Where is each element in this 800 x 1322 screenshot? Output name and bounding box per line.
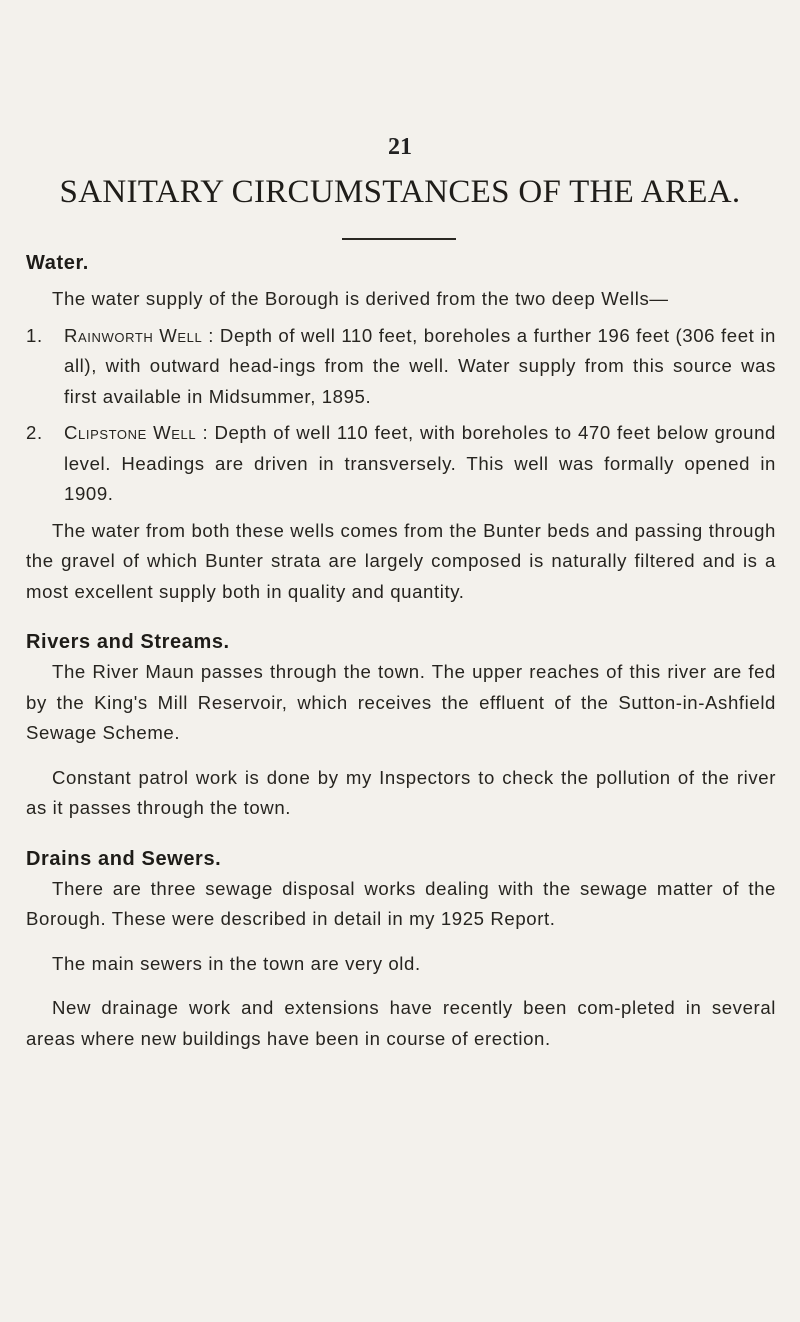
section-heading-rivers: Rivers and Streams. [26, 631, 230, 653]
list-item-rainworth-well [26, 321, 776, 413]
water-intro-paragraph: The water supply of the Borough is derived from the two deep Wells— [52, 288, 669, 309]
list-item-body [64, 418, 776, 510]
list-item-number: 1. [26, 324, 43, 346]
well-description: Depth of well 110 feet, boreholes a further 196 feet (306 feet in all), with outward head-ings from the well. Water supply from this source was first available in Midsummer, 1895. [64, 324, 776, 407]
section-heading-drains: Drains and Sewers. [26, 847, 222, 870]
document-body [26, 248, 776, 1054]
well-description: Depth of well 110 feet, with boreholes to 470 feet below ground level. Headings are driven in transversely. This well was formally opened in 1909. [64, 422, 776, 504]
page-number: 21 [388, 134, 412, 160]
well-name: Rainworth Well : [64, 324, 215, 346]
list-item-number: 2. [26, 422, 43, 443]
water-closing-paragraph: The water from both these wells comes from the Bunter beds and passing through the gravel of which Bunter strata are largely composed is naturally filtered and is a most excellent supply both in quality and quantity. [26, 519, 776, 602]
rivers-paragraph: The River Maun passes through the town. The upper reaches of this river are fed by the King's Mill Reservoir, which receives the effluent of the Sutton-in-Ashfield Sewage Scheme. [26, 661, 776, 743]
drains-paragraph: New drainage work and extensions have recently been com-pleted in several areas where new buildings have been in course of erection. [26, 997, 776, 1049]
list-item-body [64, 321, 776, 413]
well-name: Clipstone Well : [64, 422, 209, 443]
list-item-clipstone-well [26, 418, 776, 510]
rivers-paragraph: Constant patrol work is done by my Inspectors to check the pollution of the river as it passes through the town. [26, 766, 776, 818]
drains-paragraph: The main sewers in the town are very old. [52, 952, 421, 974]
drains-paragraph: There are three sewage disposal works dealing with the sewage matter of the Borough. These were described in detail in my 1925 Report. [26, 877, 776, 929]
page-title: SANITARY CIRCUMSTANCES OF THE AREA. [59, 174, 741, 210]
section-heading-water: Water. [26, 252, 89, 274]
title-divider [342, 238, 456, 240]
